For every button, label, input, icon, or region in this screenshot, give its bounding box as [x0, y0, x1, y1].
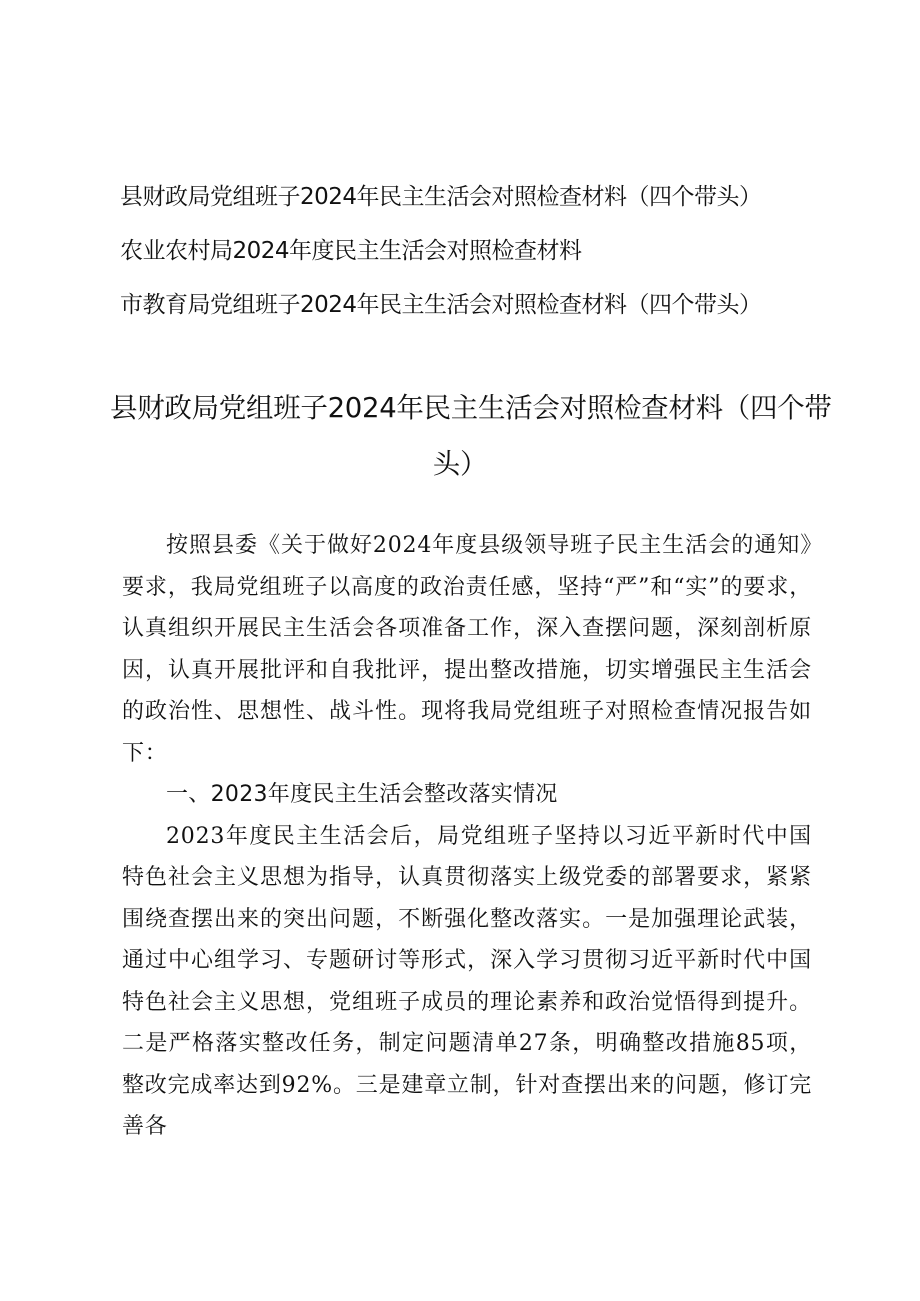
document-title-line2: 头）: [432, 448, 488, 480]
section-heading: 一、2023年度民主生活会整改落实情况: [166, 782, 558, 807]
section-paragraph: 2023年度民主生活会后，局党组班子坚持以习近平新时代中国特色社会主义思想为指导，认真贯彻落实上级党委的部署要求，紧紧围绕查摆出来的突出问题，不断强化整改落实。一是加强理论武装，通过中心组学习、专题研讨等形式，深入学习贯彻习近平新时代中国特色社会主义思想，党组班子成员的理论素养和政治觉悟得到提升。二是严格落实整改任务，制定问题清单27条，明确整改措施85项，整改完成率达到92%。三是建章立制，针对查摆出来的问题，修订完善各: [122, 823, 812, 1139]
document-body: [122, 525, 812, 1148]
intro-paragraph: 按照县委《关于做好2024年度县级领导班子民主生活会的通知》要求，我局党组班子以高度的政治责任感，坚持“严”和“实”的要求，认真组织开展民主生活会各项准备工作，深入查摆问题，深刻剖析原因，认真开展批评和自我批评，提出整改措施，切实增强民主生活会的政治性、思想性、战斗性。现将我局党组班子对照检查情况报告如下：: [122, 533, 812, 766]
table-of-contents: [120, 170, 820, 332]
document-title: [110, 380, 832, 492]
toc-item-finance-bureau: 县财政局党组班子2024年民主生活会对照检查材料（四个带头）: [120, 184, 762, 210]
toc-item-education-bureau: 市教育局党组班子2024年民主生活会对照检查材料（四个带头）: [120, 292, 762, 318]
toc-item-agriculture-bureau: 农业农村局2024年度民主生活会对照检查材料: [120, 238, 582, 264]
document-title-line1: 县财政局党组班子2024年民主生活会对照检查材料（四个带: [110, 392, 832, 424]
